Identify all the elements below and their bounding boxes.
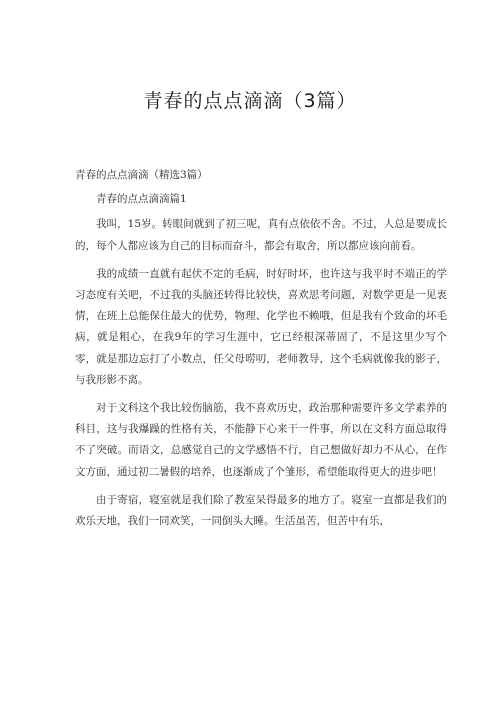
paragraph-1: 我叫，15岁。转眼间就到了初三呢，真有点依依不舍。不过，人总是要成长的，每个人都应该为自己的目标而奋斗，都会有取舍，所以都应该向前看。	[75, 218, 447, 252]
document-body	[75, 165, 447, 539]
document-subtitle: 青春的点点滴滴（精选3篇）	[75, 169, 208, 181]
paragraph-3: 对于文科这个我比较伤脑筋，我不喜欢历史，政治那种需要许多文学素养的科目，这与我爆躁的性格有关，不能静下心来干一件事，所以在文科方面总取得不了突破。而语文，总感觉自己的文学感悟不行，自己想做好却力不从心，在作文方面，通过初二暑假的培养，也逐渐成了个雏形，希望能取得更大的进步吧！	[75, 402, 447, 478]
paragraph-4: 由于寄宿，寝室就是我们除了教室呆得最多的地方了。寝室一直都是我们的欢乐天地，我们一同欢笑，一同倒头大睡。生活虽苦，但苦中有乐，	[75, 493, 447, 528]
paragraph-2: 我的成绩一直就有起伏不定的毛病，时好时坏，也许这与我平时不端正的学习态度有关吧，不过我的头脑还转得比较快，喜欢思考问题，对数学更是一见衷情，在班上总能保住最大的优势，物理、化学也不赖哦，但是我有个致命的坏毛病，就是粗心，在我9年的学习生涯中，它已经根深蒂固了，不是这里少写个零，就是那边忘打了小数点，任父母唠叨，老师教导，这个毛病就像我的影子，与我形影不离。	[75, 267, 447, 386]
section-title: 青春的点点滴滴篇1	[96, 193, 187, 206]
document-title: 青春的点点滴滴（3篇）	[143, 90, 357, 112]
